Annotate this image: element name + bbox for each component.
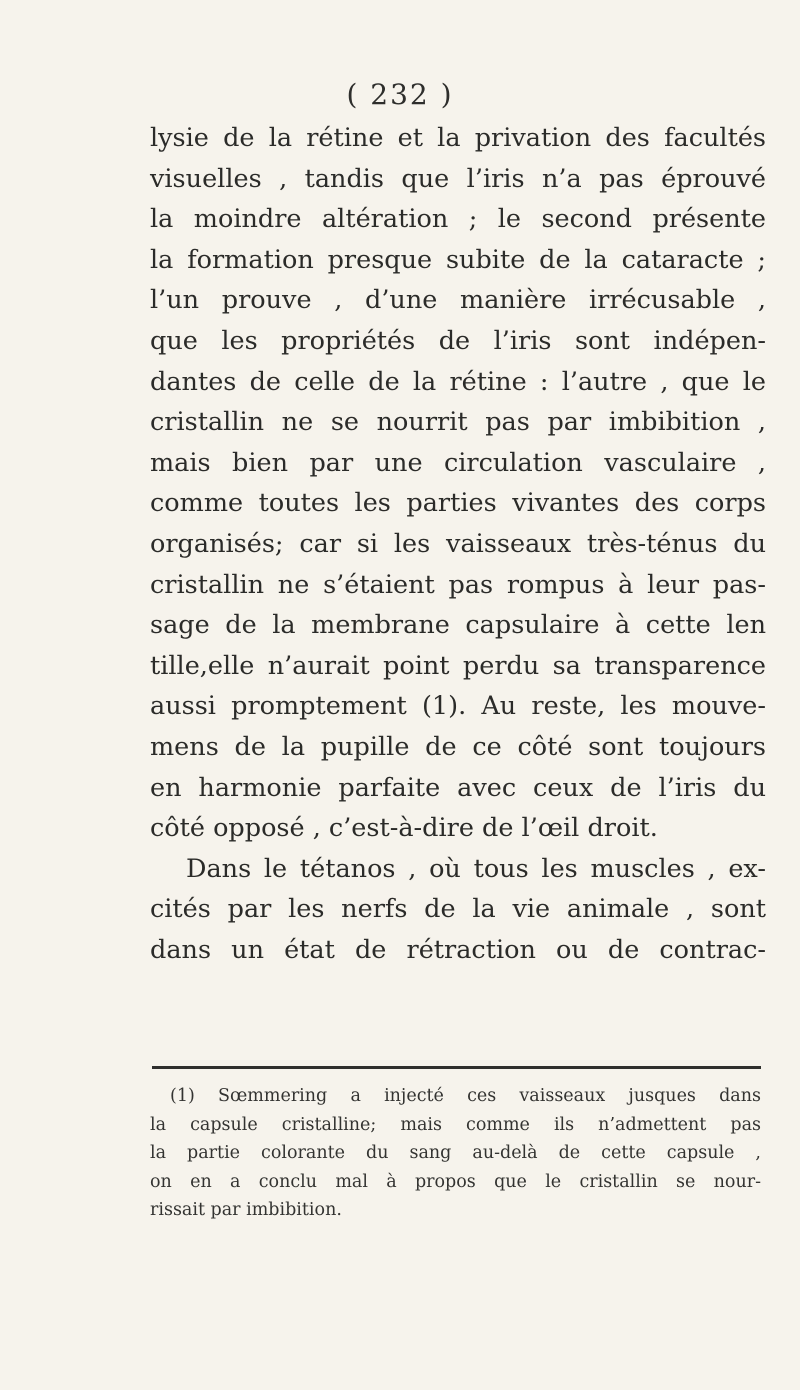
text-line: cristallin ne se nourrit pas par imbibition , — [150, 407, 766, 438]
text-line: que les propriétés de l’iris sont indépen- — [150, 325, 766, 356]
text-line: organisés; car si les vaisseaux très-ténus du — [150, 528, 766, 559]
footnote-line: on en a conclu mal à propos que le cristallin se nour- — [150, 1171, 761, 1192]
text-line: mens de la pupille de ce côté sont toujours — [150, 731, 766, 762]
text-line: Dans le tétanos , où tous les muscles , ex- — [186, 853, 766, 884]
footnote-line: (1) Sœmmering a injecté ces vaisseaux jusques dans — [170, 1086, 761, 1106]
text-line: la moindre altération ; le second présente — [150, 204, 766, 235]
footnote-line: la capsule cristalline; mais comme ils n’admettent pas — [150, 1114, 761, 1135]
text-line: cristallin ne s’étaient pas rompus à leur pas- — [150, 569, 766, 600]
text-line: tille,elle n’aurait point perdu sa transparence — [150, 650, 766, 681]
text-line: dantes de celle de la rétine : l’autre , que le — [150, 366, 766, 397]
text-line: l’un prouve , d’une manière irrécusable , — [150, 285, 766, 316]
page-number: ( 232 ) — [346, 78, 454, 111]
main-text — [150, 118, 766, 970]
footnote — [150, 1082, 761, 1225]
text-line: en harmonie parfaite avec ceux de l’iris du — [150, 772, 766, 803]
footnote-line: la partie colorante du sang au-delà de cette capsule , — [150, 1143, 761, 1163]
text-line: la formation presque subite de la cataracte ; — [150, 244, 766, 275]
text-line: visuelles , tandis que l’iris n’a pas éprouvé — [150, 163, 766, 194]
text-line: côté opposé , c’est-à-dire de l’œil droit. — [150, 813, 658, 844]
footnote-divider — [152, 1066, 761, 1069]
text-line: lysie de la rétine et la privation des facultés — [150, 123, 766, 153]
text-line: sage de la membrane capsulaire à cette len — [150, 610, 766, 641]
text-line: comme toutes les parties vivantes des corps — [150, 488, 766, 519]
text-line: mais bien par une circulation vasculaire , — [150, 447, 766, 478]
text-line: cités par les nerfs de la vie animale , sont — [150, 894, 766, 925]
text-line: aussi promptement (1). Au reste, les mouve- — [150, 691, 766, 722]
footnote-line: rissait par imbibition. — [150, 1200, 342, 1220]
text-line: dans un état de rétraction ou de contrac- — [150, 934, 766, 965]
